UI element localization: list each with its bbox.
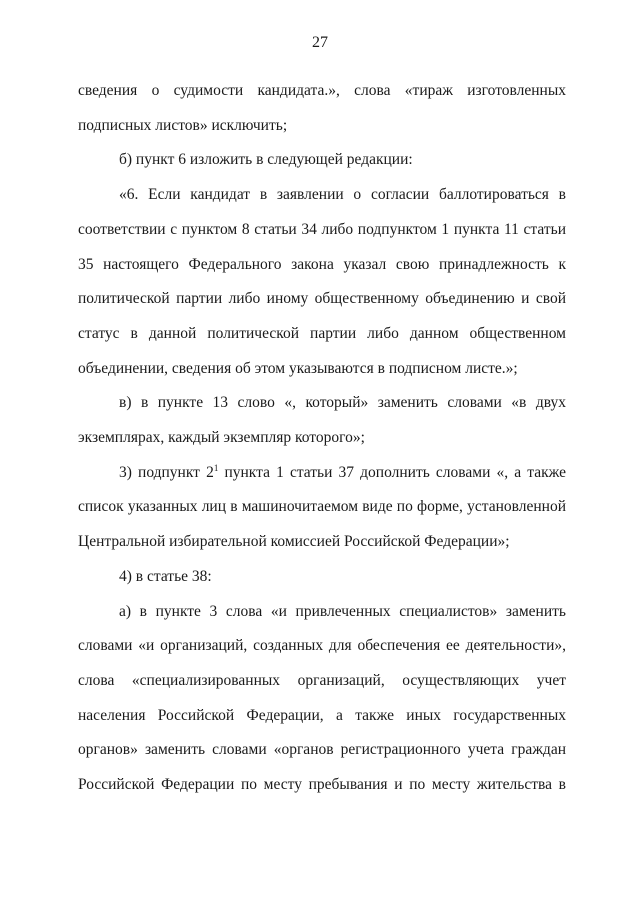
paragraph-3: «6. Если кандидат в заявлении о согласии баллотироваться в соответствии с пунктом 8 статьи 34 либо подпунктом 1 пункта 11 статьи 35 настоящего Федерального закона указал свою принадлежность к политической партии либо иному общественному объединению и свой статус в данной политической партии либо данном общественном объединении, сведения об этом указываются в подписном листе.»; (78, 186, 566, 377)
paragraph-2: б) пункт 6 изложить в следующей редакции: (119, 151, 413, 169)
paragraph-5-rest: пункта 1 статьи 37 дополнить словами «, а также список указанных лиц в машиночитаемом виде по форме, установленной Центральной избирательной комиссией Российской Федерации»; (78, 463, 566, 551)
paragraph-7: а) в пункте 3 слова «и привлеченных специалистов» заменить словами «и организаций, созданных для обеспечения ее деятельности», слова «специализированных организаций, осуществляющих учет населения Российской Федерации, а также иных государственных органов» заменить словами «органов регистрационного учета граждан Российской Федерации по месту пребывания и по месту жительства в (78, 602, 566, 794)
paragraph-6: 4) в статье 38: (119, 567, 212, 585)
page-number: 27 (312, 34, 328, 51)
paragraph-1: сведения о судимости кандидата.», слова «тираж изготовленных подписных листов» исключить; (78, 82, 566, 134)
paragraph-5-start: 3) подпункт 2 (119, 463, 214, 481)
paragraph-5 (78, 456, 566, 560)
superscript: 1 (213, 462, 219, 473)
document-body (78, 74, 566, 803)
paragraph-4: в) в пункте 13 слово «, который» заменить словами «в двух экземплярах, каждый экземпляр которого»; (78, 394, 566, 447)
